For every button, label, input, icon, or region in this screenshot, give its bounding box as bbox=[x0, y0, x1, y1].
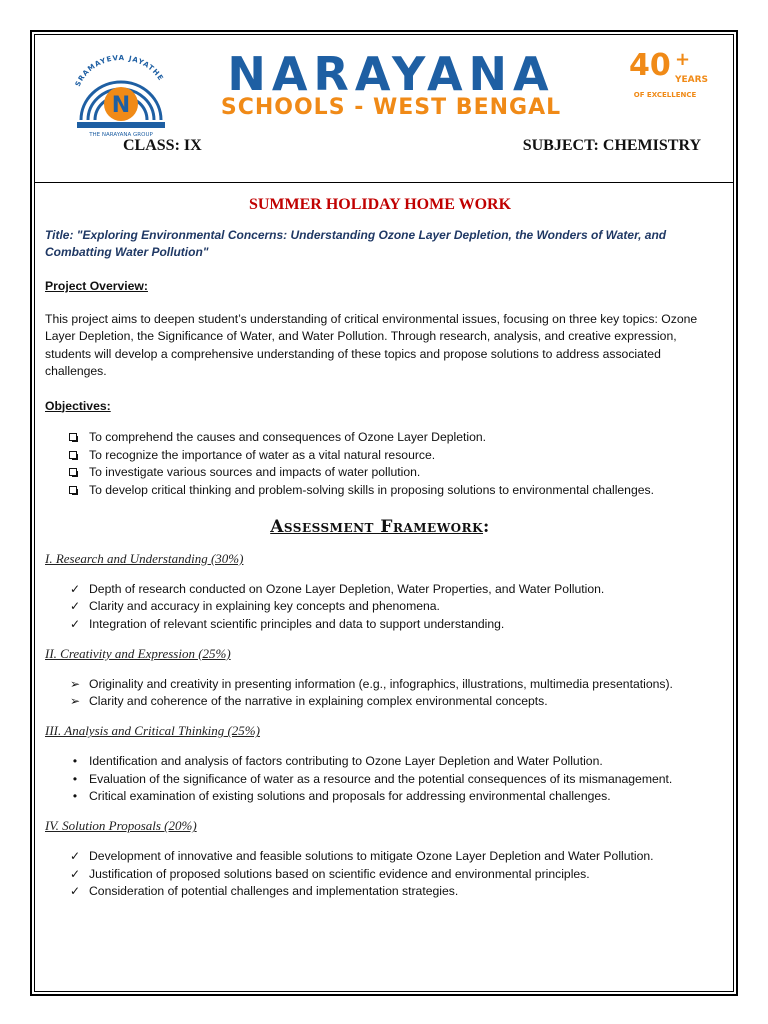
dot-bullet-icon: • bbox=[72, 771, 78, 786]
dot-bullet-icon: • bbox=[72, 789, 78, 804]
criterion-title: II. Creativity and Expression (25%) bbox=[45, 645, 231, 661]
badge-number: 40 bbox=[629, 48, 671, 83]
list-item: To comprehend the causes and consequences of Ozone Layer Depletion. bbox=[45, 429, 715, 447]
criterion-points bbox=[45, 848, 715, 900]
objectives-list bbox=[45, 429, 715, 499]
list-item: ✓ Justification of proposed solutions based on scientific evidence and environmental principles. bbox=[45, 866, 715, 883]
list-item: ✓ Consideration of potential challenges and implementation strategies. bbox=[45, 883, 715, 900]
checkmark-icon: ✓ bbox=[69, 883, 81, 898]
subject-label: SUBJECT: CHEMISTRY bbox=[522, 137, 701, 154]
homework-heading: SUMMER HOLIDAY HOME WORK bbox=[248, 196, 512, 213]
list-item: • Evaluation of the significance of water as a resource and the potential consequences of its mismanagement. bbox=[45, 771, 715, 788]
badge-years: YEARS bbox=[675, 75, 709, 85]
anniversary-badge bbox=[625, 48, 709, 111]
objectives-heading: Objectives: bbox=[45, 398, 111, 413]
emblem-group-name: THE NARAYANA GROUP bbox=[89, 132, 153, 138]
checkbox-bullet-icon bbox=[69, 451, 77, 459]
criterion-title: I. Research and Understanding (30%) bbox=[45, 551, 244, 566]
class-label: CLASS: IX bbox=[123, 137, 202, 154]
list-item: ✓ Clarity and accuracy in explaining key concepts and phenomena. bbox=[45, 598, 715, 615]
checkmark-icon: ✓ bbox=[69, 582, 81, 596]
dot-bullet-icon: • bbox=[72, 754, 78, 769]
list-item: ✓ Depth of research conducted on Ozone Layer Depletion, Water Properties, and Water Pollution. bbox=[45, 581, 715, 598]
overview-heading: Project Overview: bbox=[45, 279, 148, 293]
overview-text: This project aims to deepen student’s understanding of critical environmental issues, focusing on three key topics: Ozone Layer Depletion, the Significance of Water, and Water Pollution. Through research, analysis, and creative expression, students will develop a comprehensive understanding of these topics and propose solutions to address associated challenges. bbox=[45, 311, 698, 378]
assessment-heading: Assessment Framework: bbox=[270, 517, 490, 537]
criterion-points bbox=[45, 753, 715, 805]
criterion-title: III. Analysis and Critical Thinking (25%) bbox=[45, 723, 260, 739]
list-item: • Critical examination of existing solutions and proposals for addressing environmental challenges. bbox=[45, 788, 715, 805]
badge-excellence: OF EXCELLENCE bbox=[633, 91, 697, 99]
criterion-points bbox=[45, 676, 715, 711]
criterion-points bbox=[45, 581, 715, 633]
list-item: To investigate various sources and impacts of water pollution. bbox=[45, 464, 715, 482]
brand-name: NARAYANA bbox=[227, 47, 555, 101]
emblem-letter: N bbox=[111, 93, 131, 118]
list-item: To develop critical thinking and problem-solving skills in proposing solutions to environmental challenges. bbox=[45, 482, 715, 500]
checkmark-icon: ✓ bbox=[69, 866, 81, 881]
document-body bbox=[45, 182, 715, 900]
list-item: ➢ Clarity and coherence of the narrative in explaining complex environmental concepts. bbox=[45, 693, 715, 710]
checkmark-icon: ✓ bbox=[69, 616, 81, 631]
brand-subtitle: SCHOOLS - WEST BENGAL bbox=[220, 95, 562, 120]
narayana-emblem-logo bbox=[63, 50, 179, 140]
list-item: ✓ Integration of relevant scientific principles and data to support understanding. bbox=[45, 616, 715, 633]
checkbox-bullet-icon bbox=[69, 468, 77, 476]
checkbox-bullet-icon bbox=[69, 486, 77, 494]
list-item: • Identification and analysis of factors contributing to Ozone Layer Depletion and Water Pollution. bbox=[45, 753, 715, 770]
emblem-motto: SRAMAYEVA JAYATHE bbox=[73, 53, 166, 88]
criterion-title: IV. Solution Proposals (20%) bbox=[45, 818, 197, 834]
list-item: To recognize the importance of water as a vital natural resource. bbox=[45, 447, 715, 465]
list-item: ➢ Originality and creativity in presenting information (e.g., infographics, illustrations, multimedia presentations). bbox=[45, 676, 715, 693]
arrow-bullet-icon: ➢ bbox=[69, 694, 81, 709]
letterhead bbox=[35, 35, 733, 183]
checkmark-icon: ✓ bbox=[69, 849, 81, 864]
checkbox-bullet-icon bbox=[69, 433, 77, 441]
project-title: Title: "Exploring Environmental Concerns: Understanding Ozone Layer Depletion, the Wonders of Water, and Combatting Water Pollution" bbox=[45, 228, 667, 259]
list-item: ✓ Development of innovative and feasible solutions to mitigate Ozone Layer Depletion and Water Pollution. bbox=[45, 848, 715, 865]
arrow-bullet-icon: ➢ bbox=[69, 676, 81, 691]
badge-plus: + bbox=[675, 49, 691, 70]
checkmark-icon: ✓ bbox=[69, 599, 81, 614]
